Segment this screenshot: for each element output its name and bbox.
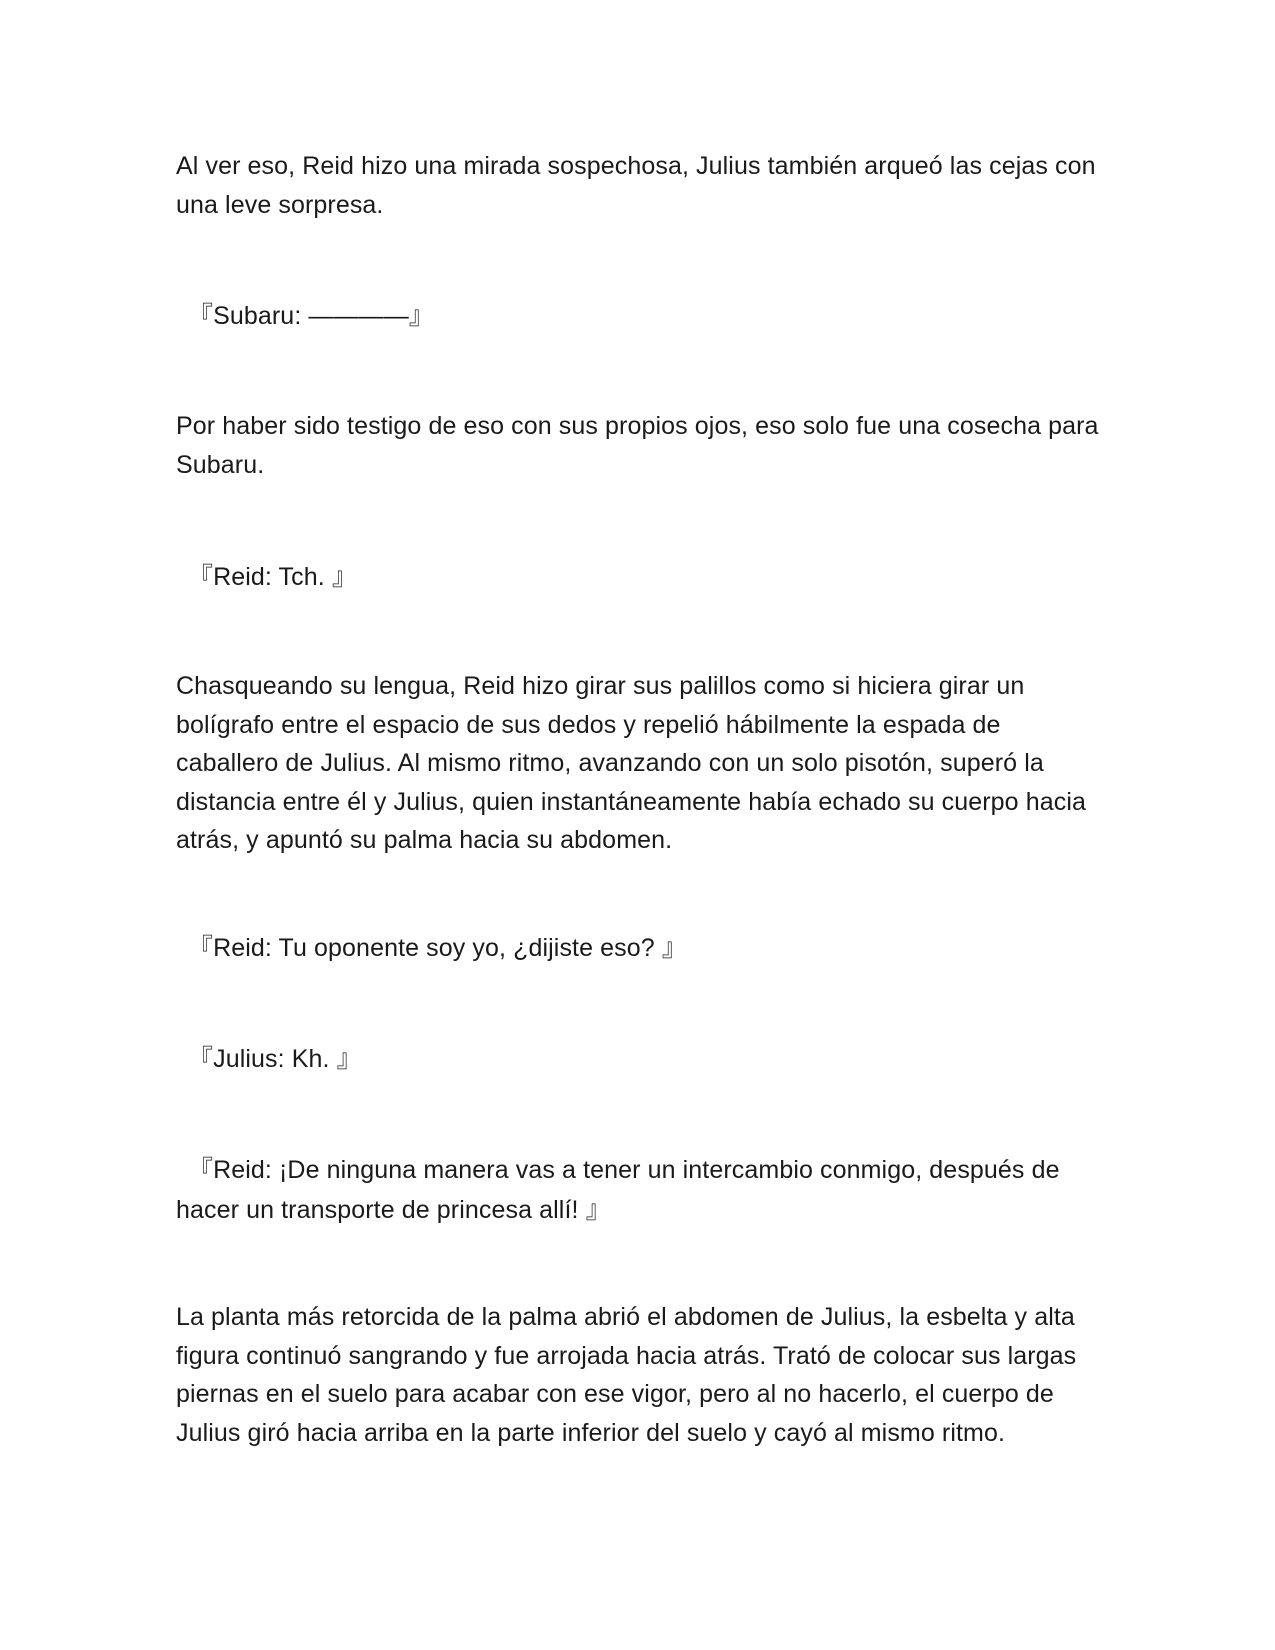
dialogue-line-reid-tch: 『Reid: Tch. 』	[188, 563, 357, 591]
narration-paragraph-4: La planta más retorcida de la palma abrió el abdomen de Julius, la esbelta y alta figura continuó sangrando y fue arrojada hacia atrás. Trató de colocar sus largas piernas en el suelo para acabar con ese vigor, pero al no hacerlo, el cuerpo de Julius giró hacia arriba en la parte inferior del suelo y cayó al mismo ritmo.	[176, 1303, 1077, 1447]
narration-paragraph-1: Al ver eso, Reid hizo una mirada sospechosa, Julius también arqueó las cejas con una leve sorpresa.	[176, 152, 1096, 219]
dialogue-line-reid-exchange: 『Reid: ¡De ninguna manera vas a tener un intercambio conmigo, después de hacer un transporte de princesa allí! 』	[176, 1156, 1060, 1224]
dialogue-line-reid-opponent: 『Reid: Tu oponente soy yo, ¿dijiste eso? 』	[188, 934, 687, 962]
dialogue-line-subaru: 『Subaru: ————』	[188, 302, 434, 330]
dialogue-line-julius: 『Julius: Kh. 』	[188, 1045, 362, 1073]
narration-paragraph-2: Por haber sido testigo de eso con sus propios ojos, eso solo fue una cosecha para Subaru.	[176, 412, 1099, 479]
narration-paragraph-3: Chasqueando su lengua, Reid hizo girar sus palillos como si hiciera girar un bolígrafo entre el espacio de sus dedos y repelió hábilmente la espada de caballero de Julius. Al mismo ritmo, avanzando con un solo pisotón, superó la distancia entre él y Julius, quien instantáneamente había echado su cuerpo hacia atrás, y apuntó su palma hacia su abdomen.	[176, 672, 1086, 854]
